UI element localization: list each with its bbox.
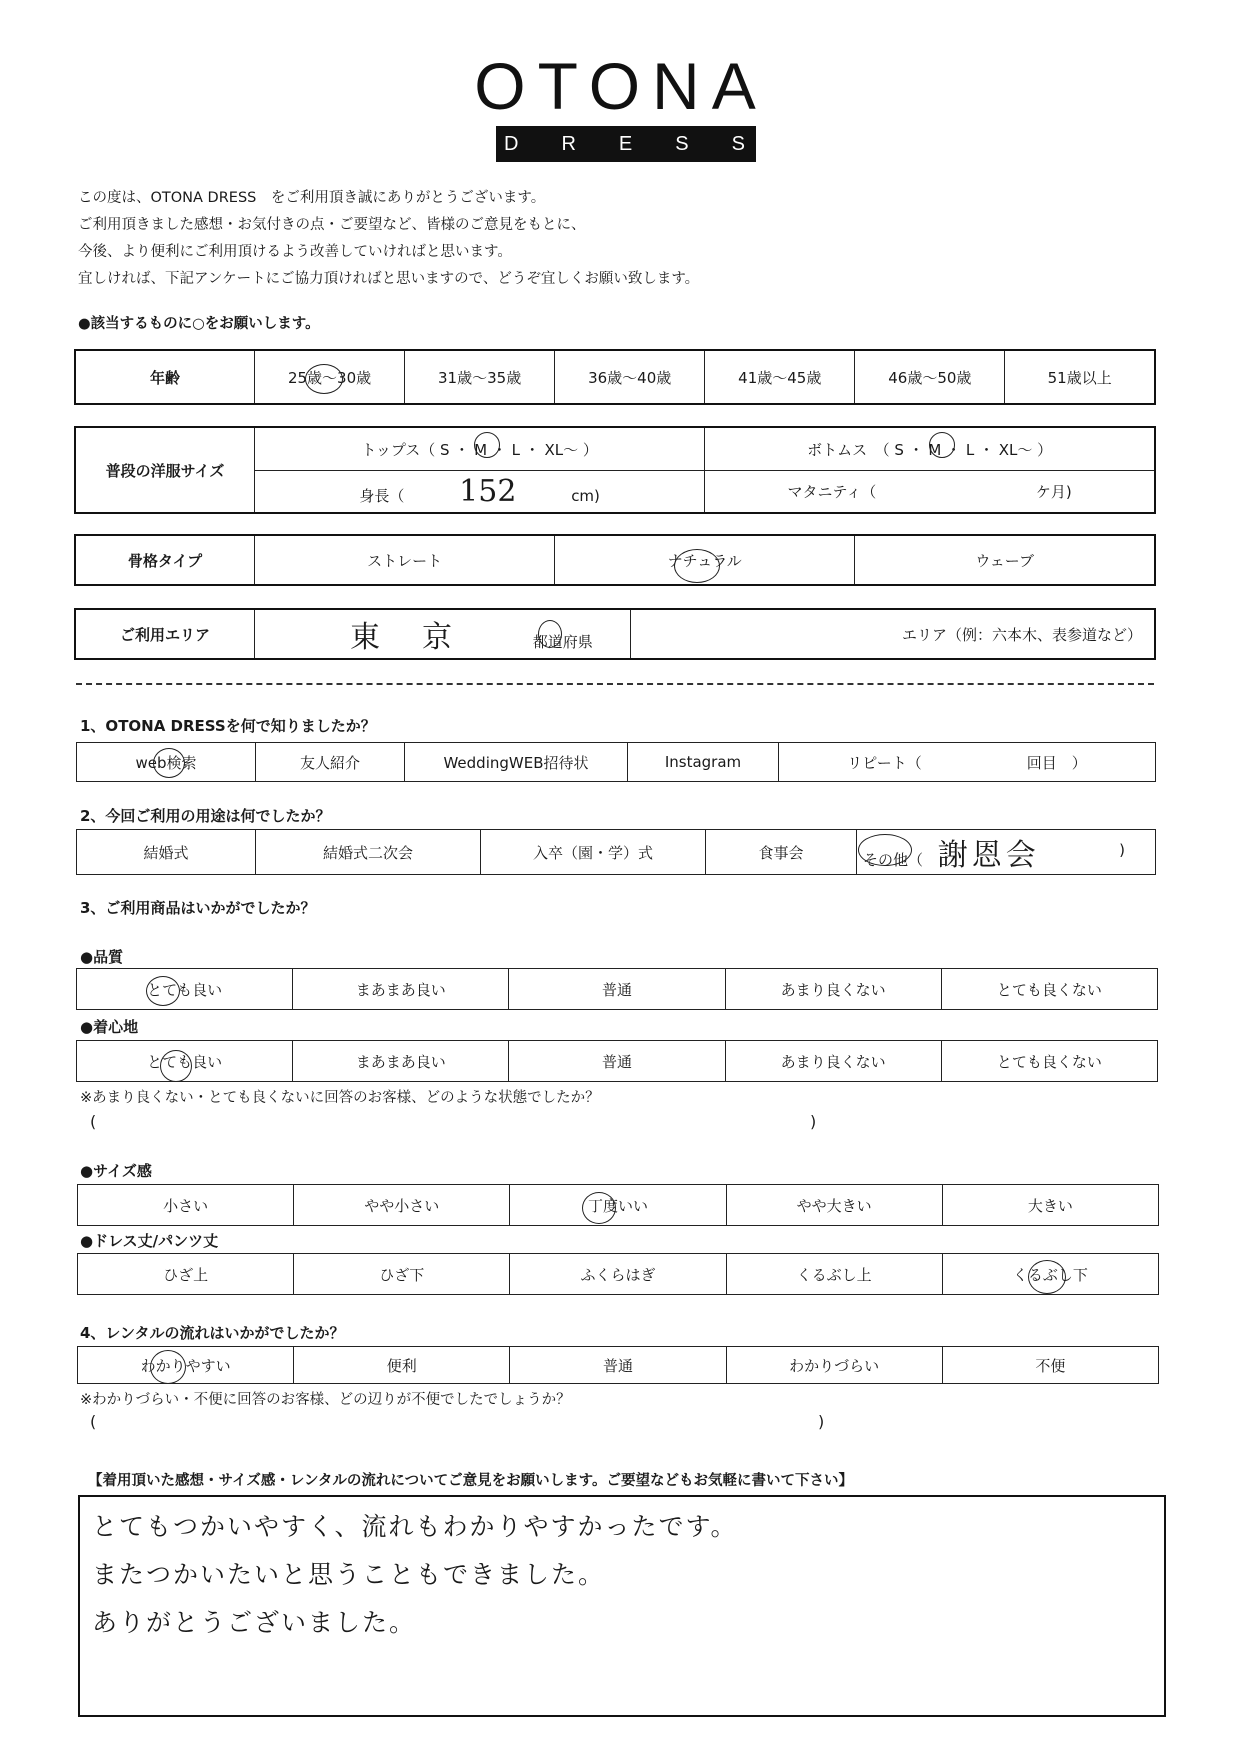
intro-text [78, 185, 699, 293]
comment-line: またつかいたいと思うこともできました。 [92, 1560, 606, 1589]
quality-option[interactable]: 普通 [509, 969, 725, 1010]
comfort-option[interactable]: あまり良くない [725, 1041, 941, 1082]
q2-other-label: その他（ [863, 851, 924, 869]
selection-circle [582, 1192, 616, 1224]
fit-option[interactable]: やや大きい [726, 1185, 942, 1226]
body-type-table [74, 534, 1156, 586]
age-option[interactable]: 36歳～40歳 [555, 350, 705, 404]
q4-title: 4、レンタルの流れはいかがでしたか？ [80, 1324, 345, 1342]
q1-options [76, 742, 1156, 782]
area-label: ご利用エリア [75, 609, 255, 659]
q4-option[interactable]: 普通 [510, 1347, 726, 1384]
selection-circle [929, 432, 955, 458]
selection-circle [474, 432, 500, 458]
prefecture-field[interactable] [255, 609, 631, 659]
comfort-option[interactable]: まあまあ良い [293, 1041, 509, 1082]
body-type-option[interactable]: ウェーブ [855, 535, 1155, 585]
age-option[interactable]: 46歳～50歳 [855, 350, 1005, 404]
quality-label: ●品質 [80, 948, 124, 966]
length-options [77, 1253, 1159, 1295]
brand-sub-bar: DRESS [496, 126, 756, 162]
q3-title: 3、ご利用商品はいかがでしたか？ [80, 899, 316, 917]
fit-option[interactable]: やや小さい [294, 1185, 510, 1226]
height-unit: cm) [571, 487, 600, 505]
selection-circle [160, 1050, 192, 1082]
q3-paren-open: ( [90, 1112, 97, 1131]
height-value: 152 [459, 474, 517, 509]
size-label: 普段の洋服サイズ [75, 427, 255, 513]
maternity-field[interactable] [705, 471, 1155, 514]
q1-option[interactable]: web検索 [77, 743, 256, 782]
prefecture-value: 東 京 [350, 620, 458, 655]
age-label: 年齢 [75, 350, 255, 404]
selection-circle [153, 748, 185, 778]
brand-logo: OTONA [474, 49, 768, 123]
fit-options [77, 1184, 1159, 1226]
intro-line: 宜しければ、下記アンケートにご協力頂ければと思いますので、どうぞ宜しくお願い致します。 [78, 271, 700, 287]
selection-circle [858, 834, 912, 866]
intro-line: 今後、より便利にご利用頂けるよう改善していければと思います。 [78, 244, 512, 260]
length-option[interactable]: ふくらはぎ [510, 1254, 726, 1295]
length-label: ●ドレス丈/パンツ丈 [80, 1232, 219, 1250]
body-type-label: 骨格タイプ [75, 535, 255, 585]
q3-note: ※あまり良くない・とても良くないに回答のお客様、どのような状態でしたか？ [80, 1090, 600, 1106]
q3-paren-close: ) [810, 1112, 817, 1131]
q4-option[interactable]: 不便 [942, 1347, 1158, 1384]
selection-circle [150, 1350, 186, 1384]
intro-line: この度は、OTONA DRESS をご利用頂き誠にありがとうございます。 [78, 190, 546, 206]
quality-option[interactable]: あまり良くない [725, 969, 941, 1010]
age-option[interactable]: 31歳～35歳 [405, 350, 555, 404]
q1-option[interactable]: WeddingWEB招待状 [405, 743, 628, 782]
section-divider [76, 683, 1154, 685]
selection-circle [146, 976, 180, 1006]
comments-title: 【着用頂いた感想・サイズ感・レンタルの流れについてご意見をお願いします。ご要望などもお気軽に書いて下さい】 [88, 1473, 853, 1489]
intro-line: ご利用頂きました感想・お気付きの点・ご要望など、皆様のご意見をもとに、 [78, 217, 586, 233]
q2-option[interactable]: 食事会 [706, 830, 857, 875]
q4-option[interactable]: 便利 [294, 1347, 510, 1384]
fit-label: ●サイズ感 [80, 1162, 152, 1180]
height-label: 身長（ [359, 487, 405, 505]
q4-paren-open: ( [90, 1412, 97, 1431]
comments-box[interactable] [78, 1495, 1166, 1717]
age-table [74, 349, 1156, 405]
q2-other-close: ) [1119, 841, 1125, 859]
age-option[interactable]: 25歳～30歳 [255, 350, 405, 404]
prefecture-unit: 都道府県 [532, 633, 593, 651]
instruction: ●該当するものに○をお願いします。 [78, 316, 320, 332]
comment-line: ありがとうございました。 [92, 1608, 417, 1637]
q2-option[interactable]: 結婚式 [77, 830, 256, 875]
maternity-unit: ケ月) [1035, 483, 1072, 501]
selection-circle [305, 364, 343, 394]
tops-size-option[interactable]: トップス（ S ・ M ・ L ・ XL～ ） [255, 427, 705, 471]
q4-option[interactable]: わかりづらい [726, 1347, 942, 1384]
q4-paren-close: ) [818, 1412, 825, 1431]
selection-circle [538, 620, 562, 648]
q1-option[interactable]: リピート（ 回目 ） [779, 743, 1156, 782]
size-table [74, 426, 1156, 514]
q1-title: 1、OTONA DRESSを何で知りましたか？ [80, 717, 376, 735]
q2-title: 2、今回ご利用の用途は何でしたか？ [80, 807, 331, 825]
comfort-option[interactable]: とても良い [77, 1041, 293, 1082]
comfort-option[interactable]: 普通 [509, 1041, 725, 1082]
fit-option[interactable]: 丁度いい [510, 1185, 726, 1226]
quality-option[interactable]: とても良い [77, 969, 293, 1010]
maternity-label: マタニティ（ [787, 483, 877, 501]
selection-circle [674, 549, 720, 583]
q1-option[interactable]: 友人紹介 [256, 743, 405, 782]
height-field[interactable] [255, 471, 705, 514]
comfort-option[interactable]: とても良くない [941, 1041, 1157, 1082]
area-table [74, 608, 1156, 660]
q2-options [76, 829, 1156, 875]
body-type-option[interactable]: ナチュラル [555, 535, 855, 585]
age-option[interactable]: 41歳～45歳 [705, 350, 855, 404]
comment-line: とてもつかいやすく、流れもわかりやすかったです。 [92, 1512, 738, 1541]
q2-option[interactable]: 入卒（園・学）式 [481, 830, 706, 875]
area-hint[interactable]: エリア（例：六本木、表参道など） [631, 609, 1156, 659]
length-option[interactable]: ひざ上 [78, 1254, 294, 1295]
quality-option[interactable]: まあまあ良い [293, 969, 509, 1010]
quality-options [76, 968, 1158, 1010]
quality-option[interactable]: とても良くない [941, 969, 1157, 1010]
q4-option[interactable]: わかりやすい [78, 1347, 294, 1384]
body-type-option[interactable]: ストレート [255, 535, 555, 585]
comfort-options [76, 1040, 1158, 1082]
length-option[interactable]: ひざ下 [294, 1254, 510, 1295]
fit-option[interactable]: 大きい [942, 1185, 1158, 1226]
q4-options [77, 1346, 1159, 1384]
comfort-label: ●着心地 [80, 1018, 139, 1036]
length-option[interactable]: くるぶし下 [942, 1254, 1158, 1295]
age-option[interactable]: 51歳以上 [1005, 350, 1155, 404]
q1-option[interactable]: Instagram [628, 743, 779, 782]
q2-other-value: 謝恩会 [937, 838, 1040, 873]
length-option[interactable]: くるぶし上 [726, 1254, 942, 1295]
fit-option[interactable]: 小さい [78, 1185, 294, 1226]
selection-circle [1028, 1260, 1066, 1294]
bottoms-size-option[interactable]: ボトムス （ S ・ M ・ L ・ XL～ ） [705, 427, 1155, 471]
q4-note: ※わかりづらい・不便に回答のお客様、どの辺りが不便でしたでしょうか？ [80, 1392, 571, 1408]
q2-option[interactable]: 結婚式二次会 [256, 830, 481, 875]
